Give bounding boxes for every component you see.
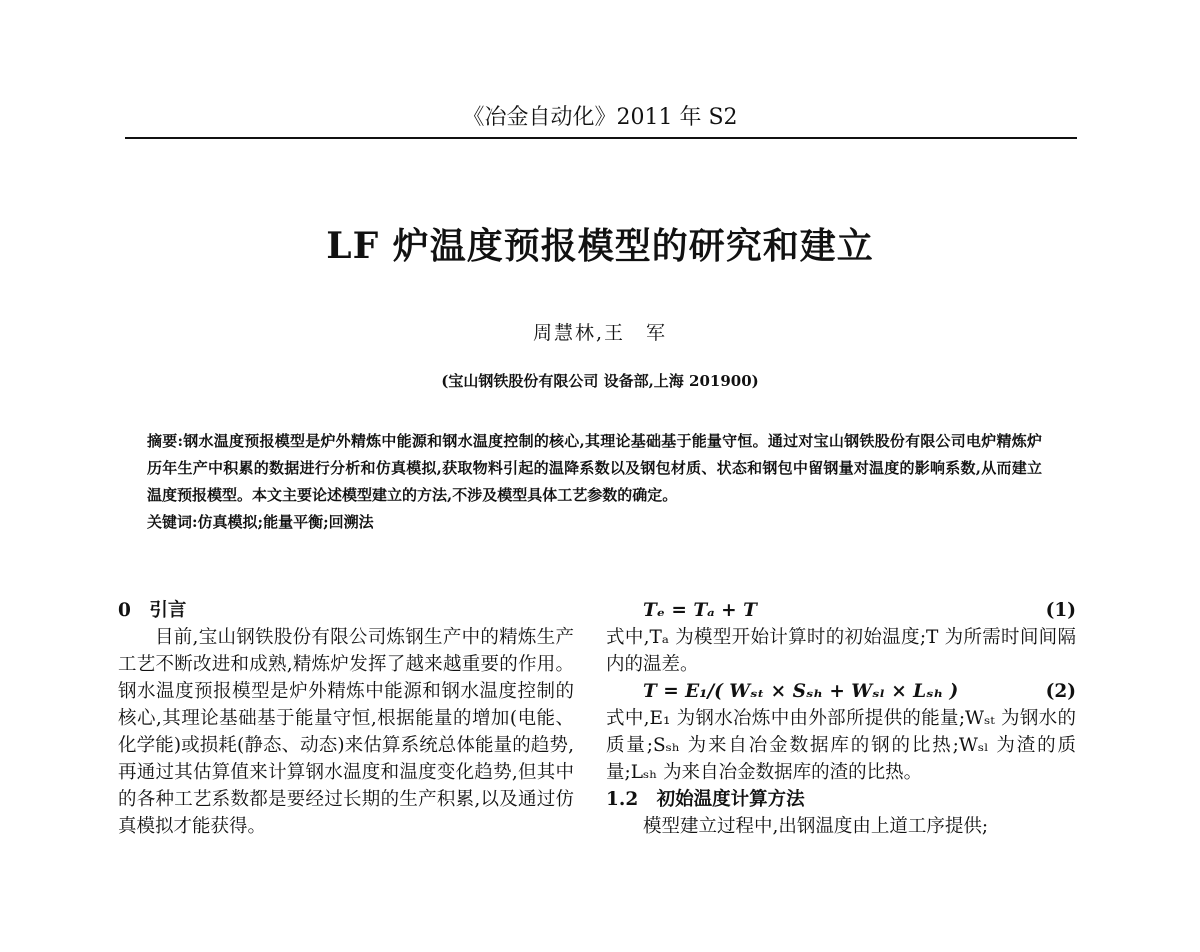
subsection-paragraph: 模型建立过程中,出钢温度由上道工序提供; (643, 816, 989, 837)
keywords-label: 关键词: (147, 513, 198, 531)
abstract-label: 摘要: (147, 432, 184, 450)
equation-1-explanation: 式中,Tₐ 为模型开始计算时的初始温度;T 为所需时间间隔内的温差。 (606, 627, 1076, 675)
keywords: 仿真模拟;能量平衡;回溯法 (197, 513, 374, 531)
equation-2-body: T = E₁/( Wₛₜ × Sₛₕ + Wₛₗ × Lₛₕ ) (643, 681, 959, 702)
equation-2 (606, 678, 1076, 705)
section-heading: 0 引言 (118, 600, 187, 621)
paper-title: LF 炉温度预报模型的研究和建立 (326, 225, 874, 267)
abstract (147, 428, 1042, 536)
authors: 周慧林,王 军 (532, 322, 668, 344)
right-column (606, 597, 1076, 840)
header-rule (125, 137, 1077, 139)
equation-2-explanation: 式中,E₁ 为钢水冶炼中由外部所提供的能量;Wₛₜ 为钢水的质量;Sₛₕ 为来自冶金数据库的钢的比热;Wₛₗ 为渣的质量;Lₛₕ 为来自冶金数据库的渣的比热。 (606, 708, 1076, 783)
intro-paragraph: 目前,宝山钢铁股份有限公司炼钢生产中的精炼生产工艺不断改进和成熟,精炼炉发挥了越来越重要的作用。钢水温度预报模型是炉外精炼中能源和钢水温度控制的核心,其理论基础基于能量守恒,根据能量的增加(电能、化学能)或损耗(静态、动态)来估算系统总体能量的趋势,再通过其估算值来计算钢水温度和温度变化趋势,但其中的各种工艺系数都是要经过长期的生产积累,以及通过仿真模拟才能获得。 (118, 627, 574, 837)
abstract-text: 钢水温度预报模型是炉外精炼中能源和钢水温度控制的核心,其理论基础基于能量守恒。通过对宝山钢铁股份有限公司电炉精炼炉历年生产中积累的数据进行分析和仿真模拟,获取物料引起的温降系数以及钢包材质、状态和钢包中留钢量对温度的影响系数,从而建立温度预报模型。本文主要论述模型建立的方法,不涉及模型具体工艺参数的确定。 (147, 432, 1042, 504)
affiliation: (宝山钢铁股份有限公司 设备部,上海 201900) (441, 372, 759, 390)
equation-1 (606, 597, 1076, 624)
left-column (118, 597, 574, 840)
journal-header: 《冶金自动化》2011 年 S2 (462, 105, 738, 130)
subsection-heading: 1.2 初始温度计算方法 (606, 789, 805, 810)
equation-1-body: Tₑ = Tₐ + T (643, 600, 757, 621)
equation-1-number: (1) (1045, 600, 1076, 621)
equation-2-number: (2) (1045, 681, 1076, 702)
